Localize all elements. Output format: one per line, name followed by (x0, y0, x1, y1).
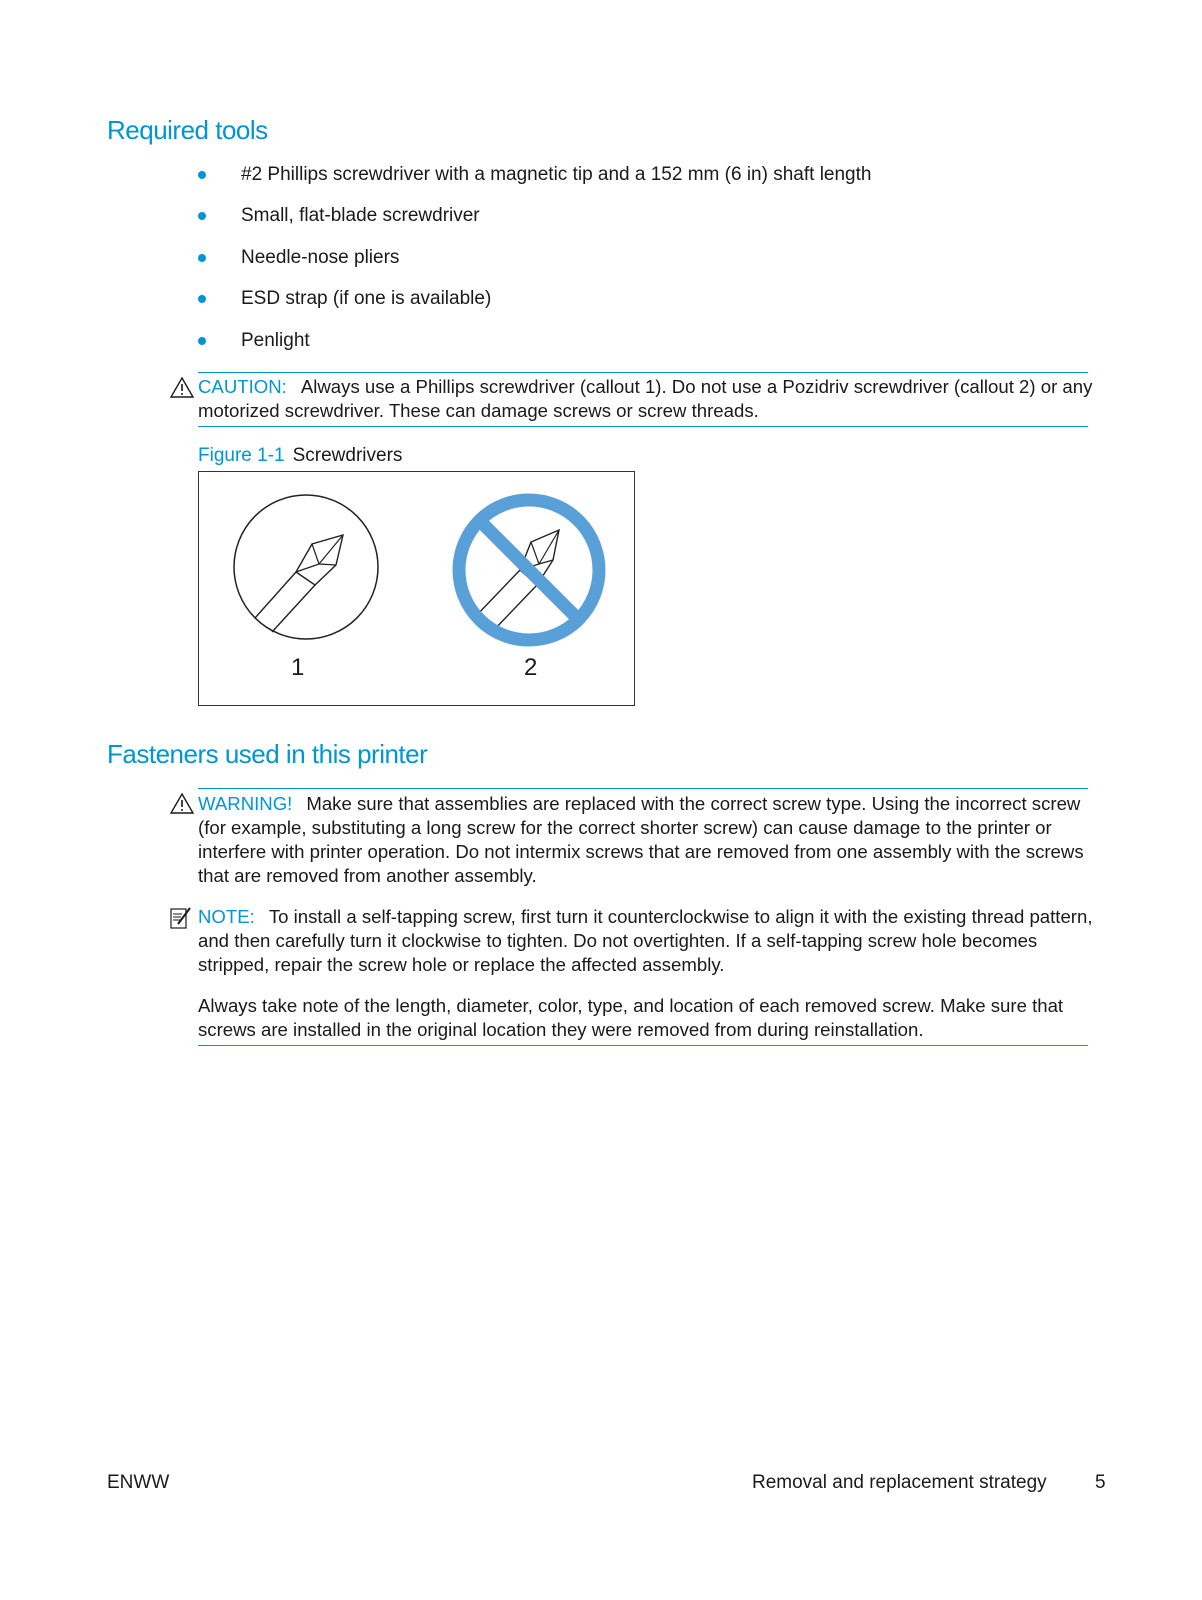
caution-label: CAUTION: (198, 376, 287, 397)
screwdrivers-figure (198, 471, 635, 706)
pozidriv-prohibited-icon (459, 500, 599, 640)
list-item-text: Needle-nose pliers (241, 247, 400, 268)
warning-triangle-icon (170, 793, 194, 814)
list-item-text: ESD strap (if one is available) (241, 288, 492, 309)
note-label: NOTE: (198, 906, 255, 927)
caution-triangle-icon (170, 377, 194, 398)
warning-block (198, 792, 1093, 888)
section-heading-required-tools: Required tools (107, 115, 268, 145)
warning-text: Make sure that assemblies are replaced with the correct screw type. Using the incorrect screw (for example, substituting a long screw for the correct shorter screw) can cause damage to the printer or interfere with printer operation. Do not intermix screws that are removed from one assembly with the screws that are removed from another assembly. (198, 793, 1084, 886)
note-text: To install a self-tapping screw, first turn it counterclockwise to align it with the existing thread pattern, and then carefully turn it clockwise to tighten. Do not overtighten. If a self-tapping screw hole becomes stripped, repair the screw hole or replace the affected assembly. (198, 906, 1093, 975)
figure-label: Figure 1-1 (198, 445, 285, 466)
note-paragraph: Always take note of the length, diameter, color, type, and location of each removed screw. Make sure that screws are installed in the original location they were removed from during reinstallation. (198, 995, 1064, 1040)
bullet-icon (198, 171, 206, 179)
figure-caption (198, 444, 402, 468)
caution-bottom-rule (198, 426, 1088, 427)
screwdrivers-illustration (199, 472, 633, 704)
footer-title: Removal and replacement strategy (752, 1472, 1047, 1493)
bullet-icon (198, 337, 206, 345)
page-number: 5 (1095, 1472, 1106, 1493)
caution-block (198, 375, 1093, 423)
bullet-icon (198, 254, 206, 262)
note-block (198, 905, 1093, 977)
list-item-text: Penlight (241, 330, 310, 351)
warning-label: WARNING! (198, 793, 293, 814)
note-pencil-icon (170, 906, 192, 930)
figure-caption-text: Screwdrivers (292, 445, 403, 466)
bullet-icon (198, 212, 206, 220)
callout-2: 2 (524, 654, 538, 681)
list-item-text: #2 Phillips screwdriver with a magnetic tip and a 152 mm (6 in) shaft length (241, 164, 872, 185)
callout-1: 1 (291, 654, 305, 681)
list-item-text: Small, flat-blade screwdriver (241, 205, 480, 226)
section-heading-fasteners: Fasteners used in this printer (107, 739, 428, 769)
caution-text: Always use a Phillips screwdriver (callout 1). Do not use a Pozidriv screwdriver (callout 2) or any motorized screwdriver. These can damage screws or screw threads. (198, 376, 1093, 421)
footer-left: ENWW (107, 1472, 170, 1493)
warning-top-rule (198, 788, 1088, 789)
note-bottom-rule (198, 1045, 1088, 1046)
caution-top-rule (198, 372, 1088, 373)
bullet-icon (198, 295, 206, 303)
phillips-screwdriver-icon (234, 495, 378, 639)
